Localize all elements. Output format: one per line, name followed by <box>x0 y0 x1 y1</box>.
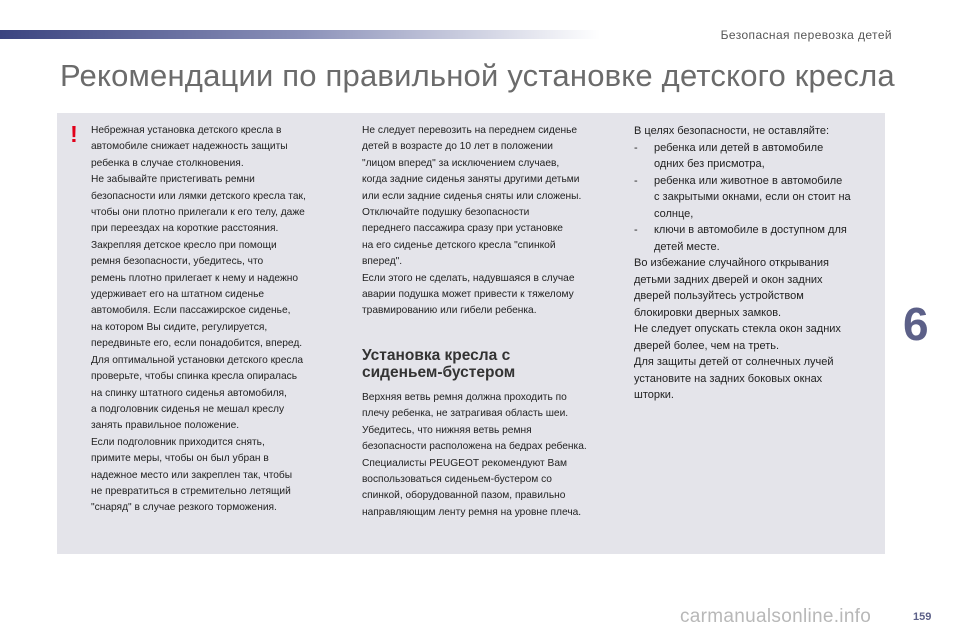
text-line: или если задние сиденья сняты или сложены. <box>362 190 582 202</box>
text-line: Для оптимальной установки детского кресла <box>91 354 304 366</box>
text-line: занять правильное положение. <box>91 420 240 432</box>
text-line: Небрежная установка детского кресла в <box>91 125 282 136</box>
text-line: надежное место или закреплен так, чтобы <box>91 469 293 481</box>
text-line: Не следует опускать стекла окон задних <box>634 323 841 335</box>
text-line: воспользоваться сиденьем-бустером со <box>362 474 552 486</box>
booster-seat-text <box>362 390 610 521</box>
text-line: ремня безопасности, убедитесь, что <box>91 256 264 268</box>
heading-line: Установка кресла с <box>362 347 511 364</box>
header-bar <box>0 30 600 39</box>
text-line: "снаряд" в случае резкого торможения. <box>91 502 277 514</box>
text-line: вперед". <box>362 256 403 268</box>
text-line: направляющим ленту ремня на уровне плеча. <box>362 506 582 518</box>
text-line: ребенка в случае столкновения. <box>91 157 244 169</box>
exclamation-icon: ! <box>70 121 78 147</box>
section-title: Безопасная перевозка детей <box>720 28 892 42</box>
text-line: при переездах на короткие расстояния. <box>91 223 279 235</box>
text-line: детей в возрасте до 10 лет в положении <box>362 141 553 153</box>
booster-seat-heading <box>362 347 515 381</box>
warning-text-column <box>91 123 341 517</box>
text-line: травмированию или гибели ребенка. <box>362 305 537 317</box>
list-dash: - <box>634 224 638 236</box>
text-line: плечу ребенка, не затрагивая область шеи. <box>362 408 569 420</box>
text-line: "лицом вперед" за исключением случаев, <box>362 157 560 169</box>
text-line: В целях безопасности, не оставляйте: <box>634 125 830 137</box>
text-line: шторки. <box>634 389 674 401</box>
text-line: Закрепляя детское кресло при помощи <box>91 239 277 251</box>
text-line: Не следует перевозить на переднем сиденье <box>362 125 578 136</box>
text-line: передвиньте его, если понадобится, вперед. <box>91 338 303 350</box>
text-line: аварии подушка может привести к тяжелому <box>362 289 574 301</box>
text-line: Убедитесь, что нижняя ветвь ремня <box>362 424 532 436</box>
text-line: Если этого не сделать, надувшаяся в случае <box>362 272 575 284</box>
list-item <box>634 173 880 223</box>
text-line: ребенка или детей в автомобиле <box>654 141 824 154</box>
text-line: детей месте. <box>654 240 720 253</box>
text-line: автомобиле снижает надежность защиты <box>91 141 288 153</box>
text-line: а подголовник сиденья не мешал креслу <box>91 403 285 415</box>
text-line: когда задние сиденья заняты другими детьми <box>362 174 580 186</box>
safety-tips-column <box>634 123 880 404</box>
text-line: ремень плотно прилегает к нему и надежно <box>91 272 299 284</box>
text-line: солнце, <box>654 207 694 220</box>
front-seat-column <box>362 123 610 320</box>
text-line: Для защиты детей от солнечных лучей <box>634 356 834 368</box>
text-line: ребенка или животное в автомобиле <box>654 174 843 187</box>
list-item <box>634 222 880 255</box>
text-line: дверей пользуйтесь устройством <box>634 290 804 302</box>
watermark: carmanualsonline.info <box>680 606 872 627</box>
text-line: безопасности расположена на бедрах ребенка. <box>362 441 587 453</box>
text-line: на его сиденье детского кресла "спинкой <box>362 239 556 251</box>
text-line: установите на задних боковых окнах <box>634 372 823 385</box>
text-line: Во избежание случайного открывания <box>634 257 829 269</box>
text-line: на спинку штатного сиденья автомобиля, <box>91 387 287 399</box>
text-line: Специалисты PEUGEOT рекомендуют Вам <box>362 457 568 469</box>
list-item <box>634 140 880 173</box>
text-line: проверьте, чтобы спинка кресла опиралась <box>91 371 298 383</box>
text-line: спинкой, оборудованной пазом, правильно <box>362 490 566 502</box>
text-line: дверей более, чем на треть. <box>634 339 780 352</box>
page-number: 159 <box>913 611 932 623</box>
text-line: безопасности или лямки детского кресла так, <box>91 190 306 202</box>
text-line: автомобиля. Если пассажирское сиденье, <box>91 305 291 317</box>
text-line: одних без присмотра, <box>654 158 765 170</box>
page-title: Рекомендации по правильной установке детского кресла <box>60 58 895 93</box>
text-line: ключи в автомобиле в доступном для <box>654 224 847 236</box>
text-line: с закрытыми окнами, если он стоит на <box>654 191 851 203</box>
text-line: примите меры, чтобы он был убран в <box>91 453 269 465</box>
text-line: Не забывайте пристегивать ремни <box>91 174 255 186</box>
text-line: Верхняя ветвь ремня должна проходить по <box>362 392 567 403</box>
chapter-number: 6 <box>903 298 929 350</box>
text-line: на котором Вы сидите, регулируется, <box>91 321 268 333</box>
list-dash: - <box>634 141 638 154</box>
text-line: переднего пассажира сразу при установке <box>362 223 563 235</box>
text-line: удерживает его на штатном сиденье <box>91 289 265 301</box>
list-dash: - <box>634 174 638 187</box>
text-line: не превратиться в стремительно летящий <box>91 485 291 497</box>
text-line: детьми задних дверей и окон задних <box>634 273 823 286</box>
heading-line: сиденьем-бустером <box>362 364 516 381</box>
text-line: Если подголовник приходится снять, <box>91 436 265 448</box>
text-line: чтобы они плотно прилегали к его телу, даже <box>91 207 305 219</box>
text-line: блокировки дверных замков. <box>634 306 782 319</box>
text-line: Отключайте подушку безопасности <box>362 207 530 219</box>
